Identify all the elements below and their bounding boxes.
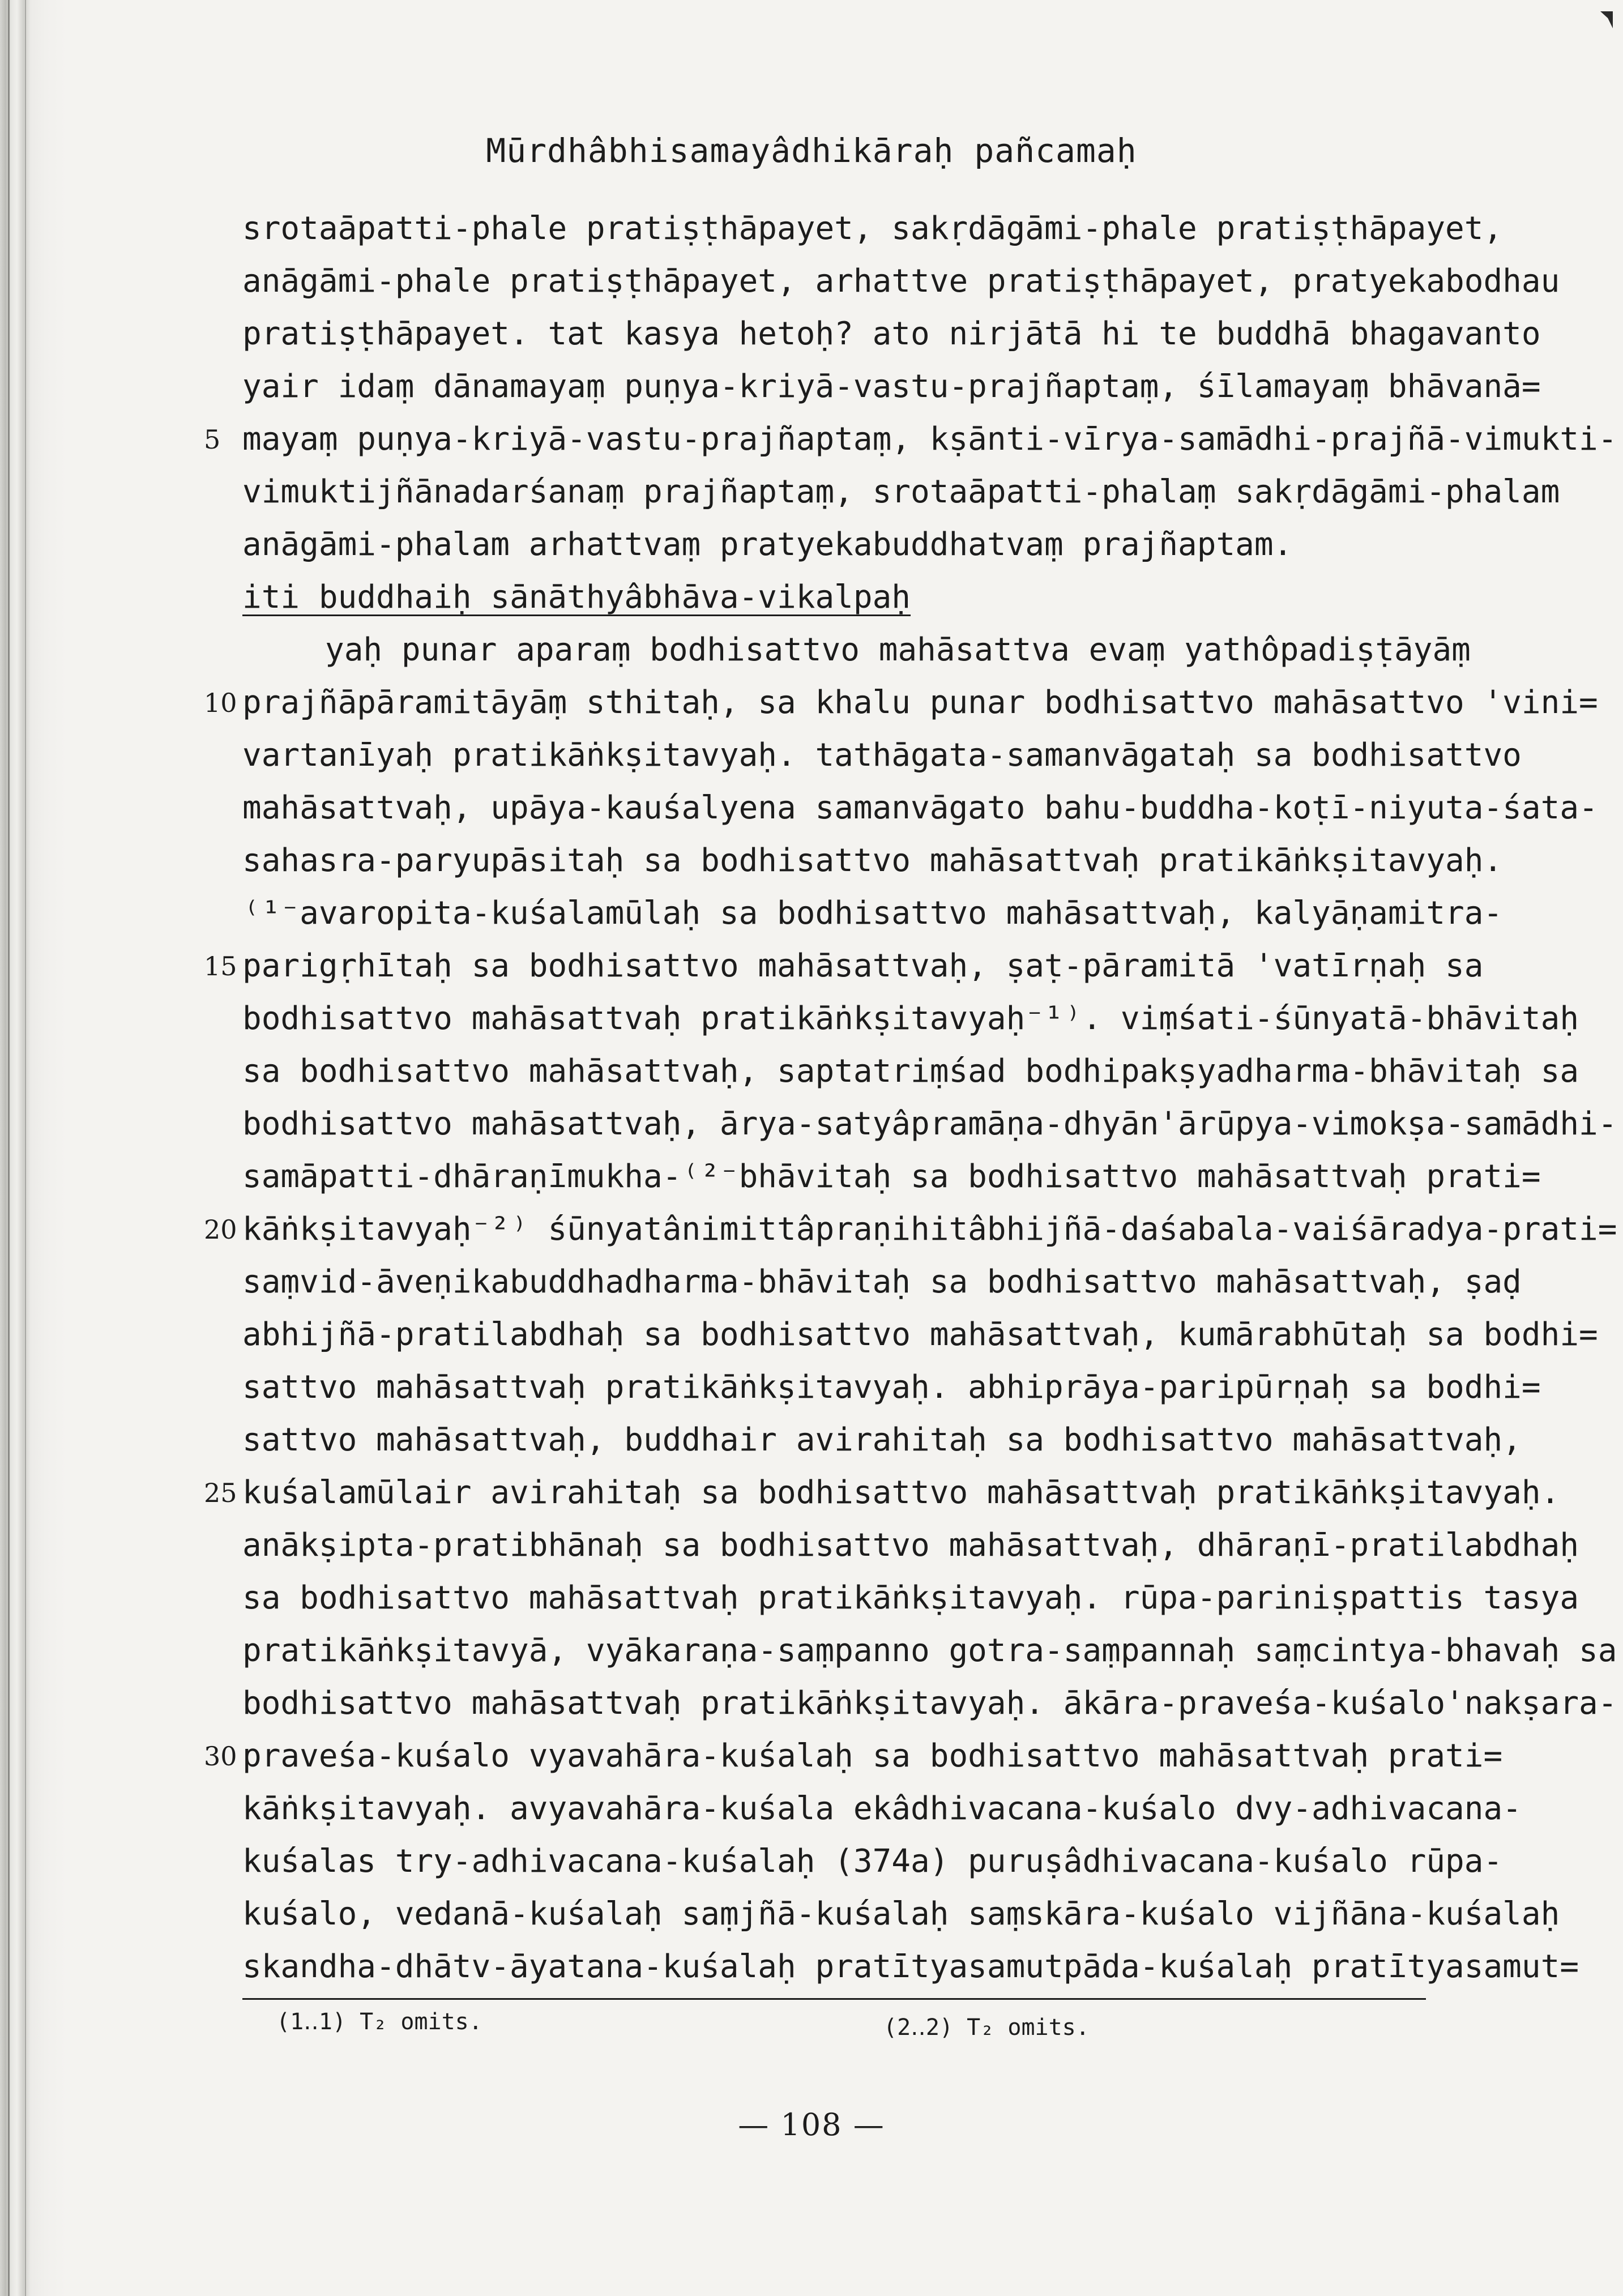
text-line: sa bodhisattvo mahāsattvaḥ pratikāṅkṣitavyaḥ. rūpa-pariniṣpattis tasya [242,1580,1579,1616]
binding-line [25,0,26,2296]
line-number: 15 [204,951,237,981]
text-line: bodhisattvo mahāsattvaḥ pratikāṅkṣitavyaḥ. ākāra-praveśa-kuśalo'nakṣara- [242,1685,1617,1722]
text-line: srotaāpatti-phale pratiṣṭhāpayet, sakṛdāgāmi-phale pratiṣṭhāpayet, [242,210,1503,247]
text-line: bodhisattvo mahāsattvaḥ pratikāṅkṣitavyaḥ⁻¹⁾. viṃśati-śūnyatā-bhāvitaḥ [242,1000,1579,1037]
line-number: 25 [204,1478,237,1508]
text-line: kuśalo, vedanā-kuśalaḥ saṃjñā-kuśalaḥ saṃskāra-kuśalo vijñāna-kuśalaḥ [242,1896,1560,1932]
text-line: sa bodhisattvo mahāsattvaḥ, saptatriṃśad bodhipakṣyadharma-bhāvitaḥ sa [242,1053,1579,1090]
text-line: yair idaṃ dānamayaṃ puṇya-kriyā-vastu-prajñaptaṃ, śīlamayaṃ bhāvanā= [242,368,1541,405]
page-header: Mūrdhâbhisamayâdhikāraḥ pañcamaḥ [486,131,1137,170]
text-line: sattvo mahāsattvaḥ, buddhair avirahitaḥ sa bodhisattvo mahāsattvaḥ, [242,1422,1522,1458]
text-line: bodhisattvo mahāsattvaḥ, ārya-satyâpramāṇa-dhyān'ārūpya-vimokṣa-samādhi- [242,1106,1617,1142]
text-line: mayaṃ puṇya-kriyā-vastu-prajñaptaṃ, kṣānti-vīrya-samādhi-prajñā-vimukti- [242,421,1617,458]
page-number: — 108 — [738,2107,885,2143]
text-line: sahasra-paryupāsitaḥ sa bodhisattvo mahāsattvaḥ pratikāṅkṣitavyaḥ. [242,842,1503,879]
text-line: samāpatti-dhāraṇīmukha-⁽²⁻bhāvitaḥ sa bodhisattvo mahāsattvaḥ prati= [242,1158,1541,1195]
line-number: 20 [204,1214,237,1245]
footnote-rule [242,1998,1426,2000]
text-line: kāṅkṣitavyaḥ⁻²⁾ śūnyatânimittâpraṇihitâbhijñā-daśabala-vaiśāradya-prati= [242,1211,1617,1248]
text-line: prajñāpāramitāyāṃ sthitaḥ, sa khalu punar bodhisattvo mahāsattvo 'vini= [242,684,1598,721]
text-line: pratikāṅkṣitavyā, vyākaraṇa-saṃpanno gotra-saṃpannaḥ saṃcintya-bhavaḥ sa [242,1632,1617,1669]
text-line: anāgāmi-phale pratiṣṭhāpayet, arhattve pratiṣṭhāpayet, pratyekabodhau [242,263,1560,300]
text-line: pratiṣṭhāpayet. tat kasya hetoḥ? ato nirjātā hi te buddhā bhagavanto [242,315,1541,352]
binding-edge [0,0,67,2296]
text-line: parigṛhītaḥ sa bodhisattvo mahāsattvaḥ, ṣaṭ-pāramitā 'vatīrṇaḥ sa [242,948,1484,984]
line-number: 5 [204,424,221,455]
text-line: ⁽¹⁻avaropita-kuśalamūlaḥ sa bodhisattvo mahāsattvaḥ, kalyāṇamitra- [242,895,1503,932]
footnote: (1‥1) T₂ omits. [276,2009,482,2035]
section-heading: iti buddhaiḥ sānāthyâbhāva-vikalpaḥ [242,579,911,616]
text-line: praveśa-kuśalo vyavahāra-kuśalaḥ sa bodhisattvo mahāsattvaḥ prati= [242,1738,1503,1774]
line-number: 30 [204,1741,237,1772]
text-line: yaḥ punar aparaṃ bodhisattvo mahāsattva evaṃ yathôpadiṣṭāyāṃ [325,631,1471,668]
line-number: 10 [204,688,237,718]
binding-line [8,0,10,2296]
text-line: kāṅkṣitavyaḥ. avyavahāra-kuśala ekâdhivacana-kuśalo dvy-adhivacana- [242,1790,1522,1827]
text-line: vartanīyaḥ pratikāṅkṣitavyaḥ. tathāgata-samanvāgataḥ sa bodhisattvo [242,737,1522,774]
text-line: anāgāmi-phalam arhattvaṃ pratyekabuddhatvaṃ prajñaptam. [242,526,1293,563]
text-line: mahāsattvaḥ, upāya-kauśalyena samanvāgato bahu-buddha-koṭī-niyuta-śata- [242,789,1598,826]
text-line: vimuktijñānadarśanaṃ prajñaptaṃ, srotaāpatti-phalaṃ sakṛdāgāmi-phalam [242,473,1560,510]
text-line: skandha-dhātv-āyatana-kuśalaḥ pratītyasamutpāda-kuśalaḥ pratītyasamut= [242,1948,1579,1985]
text-line: saṃvid-āveṇikabuddhadharma-bhāvitaḥ sa bodhisattvo mahāsattvaḥ, ṣaḍ [242,1264,1522,1300]
text-line: abhijñā-pratilabdhaḥ sa bodhisattvo mahāsattvaḥ, kumārabhūtaḥ sa bodhi= [242,1316,1598,1353]
corner-mark [1600,11,1613,28]
text-line: kuśalamūlair avirahitaḥ sa bodhisattvo mahāsattvaḥ pratikāṅkṣitavyaḥ. [242,1474,1560,1511]
footnote: (2‥2) T₂ omits. [883,2015,1090,2041]
text-line: kuśalas try-adhivacana-kuśalaḥ (374a) puruṣâdhivacana-kuśalo rūpa- [242,1843,1503,1880]
text-line: anākṣipta-pratibhānaḥ sa bodhisattvo mahāsattvaḥ, dhāraṇī-pratilabdhaḥ [242,1527,1579,1564]
text-line: sattvo mahāsattvaḥ pratikāṅkṣitavyaḥ. abhiprāya-paripūrṇaḥ sa bodhi= [242,1369,1541,1406]
